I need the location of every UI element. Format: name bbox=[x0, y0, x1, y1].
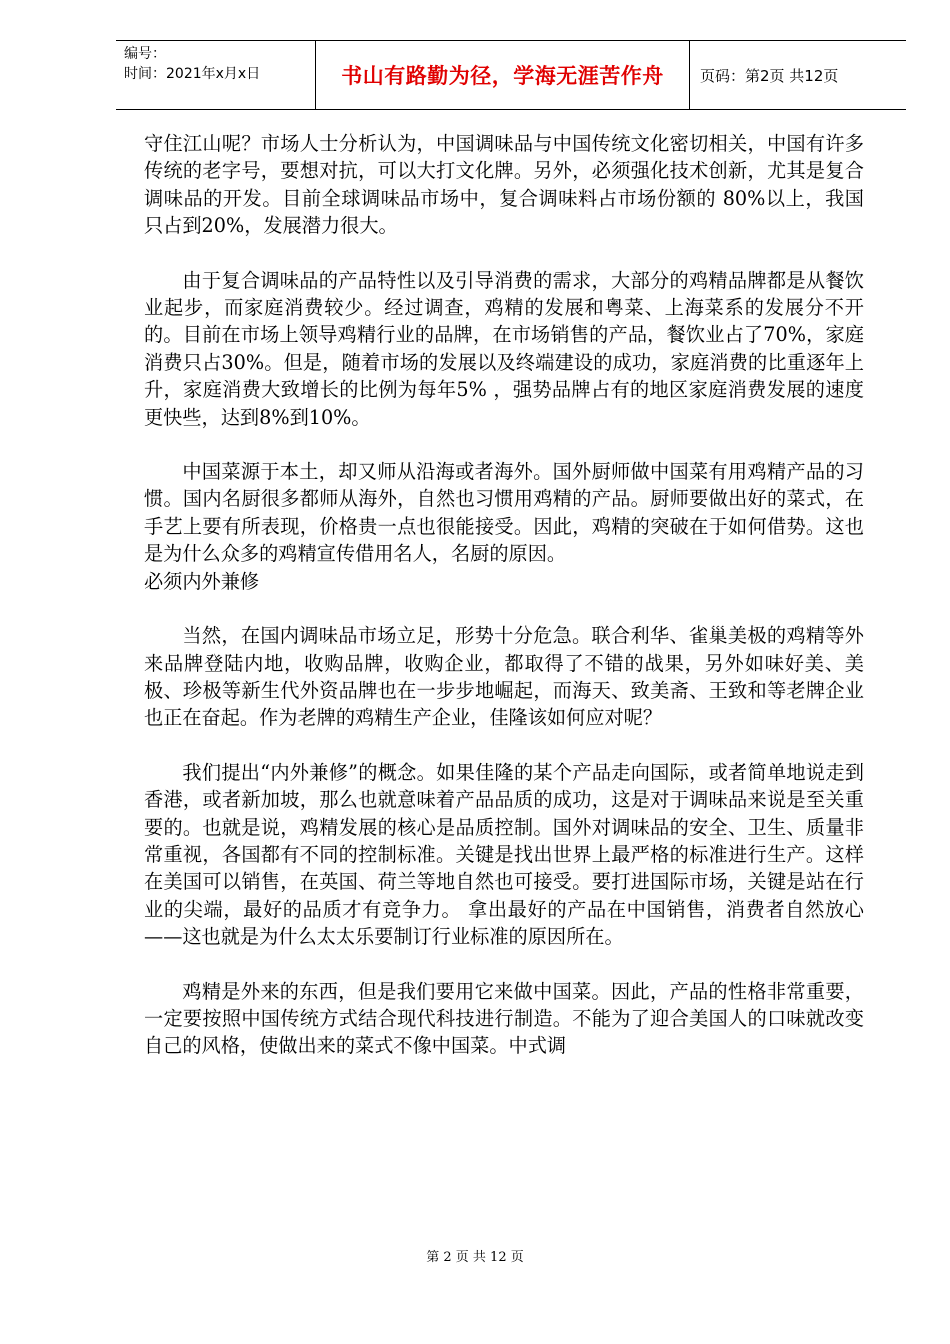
page-footer: 第 2 页 共 12 页 bbox=[426, 1250, 524, 1265]
header-time-label: 时间：2021年x月x日 bbox=[124, 66, 261, 82]
document-body bbox=[144, 130, 864, 1060]
header-table bbox=[116, 40, 906, 110]
header-page-label: 页码：第2页 共12页 bbox=[700, 66, 839, 85]
header-number-label: 编号： bbox=[124, 46, 166, 62]
paragraph-4: 当然，在国内调味品市场立足，形势十分危急。联合利华、雀巢美极的鸡精等外来品牌登陆内地，收购品牌，收购企业，都取得了不错的战果，另外如味好美、美极、珍极等新生代外资品牌也在一步步地崛起，而海天、致美斋、王致和等老牌企业也正在奋起。作为老牌的鸡精生产企业，佳隆该如何应对呢？ bbox=[144, 624, 864, 730]
paragraph-2: 由于复合调味品的产品特性以及引导消费的需求，大部分的鸡精品牌都是从餐饮业起步，而家庭消费较少。经过调查，鸡精的发展和粤菜、上海菜系的发展分不开的。目前在市场上领导鸡精行业的品牌，在市场销售的产品，餐饮业占了70%，家庭消费只占30%。但是，随着市场的发展以及终端建设的成功，家庭消费的比重逐年上升，家庭消费大致增长的比例为每年5% ，强势品牌占有的地区家庭消费发展的速度更快些，达到8%到10%。 bbox=[144, 268, 864, 429]
paragraph-3: 中国菜源于本土，却又师从沿海或者海外。国外厨师做中国菜有用鸡精产品的习惯。国内名厨很多都师从海外，自然也习惯用鸡精的产品。厨师要做出好的菜式，在手艺上要有所表现，价格贵一点也很能接受。因此，鸡精的突破在于如何借势。这也是为什么众多的鸡精宣传借用名人，名厨的原因。 bbox=[144, 460, 864, 566]
header-motto: 书山有路勤为径，学海无涯苦作舟 bbox=[341, 64, 664, 88]
paragraph-5: 我们提出“内外兼修”的概念。如果佳隆的某个产品走向国际，或者简单地说走到香港，或者新加坡，那么也就意味着产品品质的成功，这是对于调味品来说是至关重要的。也就是说，鸡精发展的核心是品质控制。国外对调味品的安全、卫生、质量非常重视，各国都有不同的控制标准。关键是找出世界上最严格的标准进行生产。这样在美国可以销售，在英国、荷兰等地自然也可接受。要打进国际市场，关键是站在行业的尖端，最好的品质才有竞争力。 拿出最好的产品在中国销售，消费者自然放心——这也就是为什么太太乐要制订行业标准的原因所在。 bbox=[144, 760, 864, 949]
paragraph-1: 守住江山呢？市场人士分析认为，中国调味品与中国传统文化密切相关，中国有许多传统的老字号，要想对抗，可以大打文化牌。另外，必须强化技术创新，尤其是复合调味品的开发。目前全球调味品市场中，复合调味料占市场份额的 80%以上，我国只占到20%，发展潜力很大。 bbox=[144, 132, 864, 238]
header-motto-cell bbox=[316, 41, 690, 109]
header-page-cell bbox=[690, 41, 906, 109]
header-info-cell bbox=[116, 41, 316, 109]
section-heading: 必须内外兼修 bbox=[144, 569, 260, 593]
paragraph-6: 鸡精是外来的东西，但是我们要用它来做中国菜。因此，产品的性格非常重要，一定要按照中国传统方式结合现代科技进行制造。不能为了迎合美国人的口味就改变自己的风格，使做出来的菜式不像中国菜。中式调 bbox=[144, 979, 864, 1058]
